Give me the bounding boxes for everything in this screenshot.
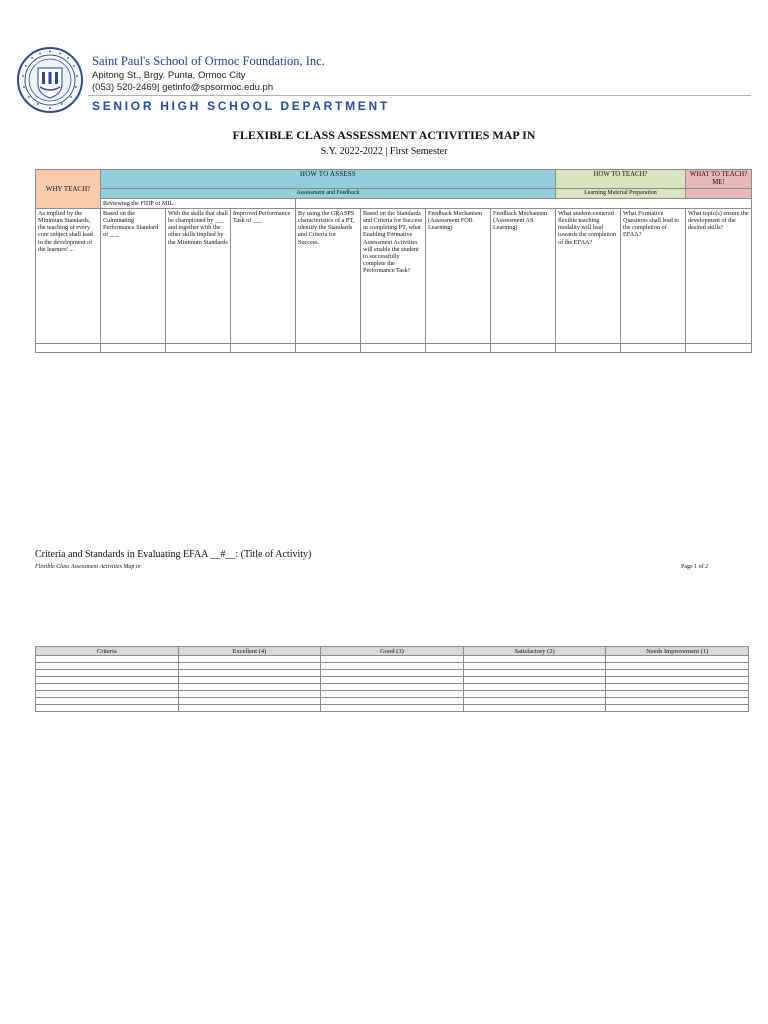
how-to-teach-header: HOW TO TEACH? bbox=[556, 170, 686, 189]
empty-cell bbox=[361, 344, 426, 353]
table-row bbox=[36, 656, 749, 663]
table-cell: Feedback Mechanism (Assessment FOR Learning) bbox=[426, 209, 491, 344]
document-title: FLEXIBLE CLASS ASSESSMENT ACTIVITIES MAP IN bbox=[232, 128, 536, 142]
table-row bbox=[36, 705, 749, 712]
why-teach-header: WHY TEACH? bbox=[36, 170, 101, 209]
header-divider bbox=[88, 95, 751, 96]
learning-material-subheader: Learning Material Preparation bbox=[556, 189, 686, 199]
criteria-column-header: Needs Improvement (1) bbox=[606, 647, 749, 656]
table-row bbox=[36, 698, 749, 705]
table-row bbox=[36, 670, 749, 677]
table-cell: What student-centered flexible teaching modality will lead towards the completion of the EFAA? bbox=[556, 209, 621, 344]
table-row bbox=[36, 677, 749, 684]
criteria-column-header: Criteria bbox=[36, 647, 179, 656]
table-cell: What Formative Questions shall lead to the completion of EFAA? bbox=[621, 209, 686, 344]
assessment-map-table bbox=[35, 169, 752, 353]
empty-cell bbox=[296, 344, 361, 353]
table-cell: Based on the Standards and Criteria for Success in completing PT, what Enabling Formative Assessment Activities will enable the student to successfully complete the Performance Task? bbox=[361, 209, 426, 344]
criteria-column-header: Good (3) bbox=[321, 647, 464, 656]
table-row bbox=[36, 663, 749, 670]
empty-cell bbox=[491, 344, 556, 353]
table-row bbox=[36, 691, 749, 698]
empty-cell bbox=[231, 344, 296, 353]
empty-cell bbox=[621, 344, 686, 353]
empty-cell bbox=[426, 344, 491, 353]
table-cell: Improved Performance Task of ___ bbox=[231, 209, 296, 344]
table-cell: By using the GRASPS characteristics of a PT, identify the Standards and Criteria for Success. bbox=[296, 209, 361, 344]
empty-cell bbox=[101, 344, 166, 353]
assessment-feedback-subheader: Assessment and Feedback bbox=[101, 189, 556, 199]
criteria-table bbox=[35, 646, 749, 712]
page-number: Page 1 of 2 bbox=[681, 564, 709, 570]
school-name: Saint Paul's School of Ormoc Foundation, Inc. bbox=[92, 54, 325, 68]
empty-cell bbox=[166, 344, 231, 353]
what-to-teach-subheader bbox=[686, 189, 752, 199]
what-to-teach-header: WHAT TO TEACH? ME! bbox=[686, 170, 752, 189]
school-year: S.Y. 2022-2022 | First Semester bbox=[320, 146, 448, 157]
reviewing-empty-cell bbox=[296, 198, 752, 208]
department-name: SENIOR HIGH SCHOOL DEPARTMENT bbox=[92, 99, 390, 113]
empty-cell bbox=[36, 344, 101, 353]
how-to-assess-header: HOW TO ASSESS bbox=[101, 170, 556, 189]
footer-document-name: Flexible Class Assessment Activities Map in bbox=[35, 564, 141, 570]
table-cell: With the skills that shall be championed by ___ and together with the other skills implied by the Minimum Standards bbox=[166, 209, 231, 344]
empty-cell bbox=[556, 344, 621, 353]
empty-cell bbox=[686, 344, 752, 353]
school-contact: (053) 520-2469| getinfo@spsormoc.edu.ph bbox=[92, 82, 274, 93]
table-cell: Feedback Mechanism (Assessment AS Learning) bbox=[491, 209, 556, 344]
reviewing-fidp-cell: Reviewing the FIDP of MIL bbox=[101, 198, 296, 208]
criteria-column-header: Excellent (4) bbox=[178, 647, 321, 656]
school-address: Apitong St., Brgy. Punta, Ormoc City bbox=[92, 70, 246, 81]
school-seal-logo bbox=[16, 46, 84, 114]
table-cell: Based on the Culminating Performance Standard of ___ bbox=[101, 209, 166, 344]
table-cell: As implied by the Minimum Standards, the teaching of every core subject shall lead to the development of the learners' ... bbox=[36, 209, 101, 344]
table-row bbox=[36, 684, 749, 691]
criteria-title: Criteria and Standards in Evaluating EFAA __#__: (Title of Activity) bbox=[35, 549, 312, 560]
table-cell: What topic(s) ensure the development of the desired skills? bbox=[686, 209, 752, 344]
criteria-column-header: Satisfactory (2) bbox=[463, 647, 606, 656]
